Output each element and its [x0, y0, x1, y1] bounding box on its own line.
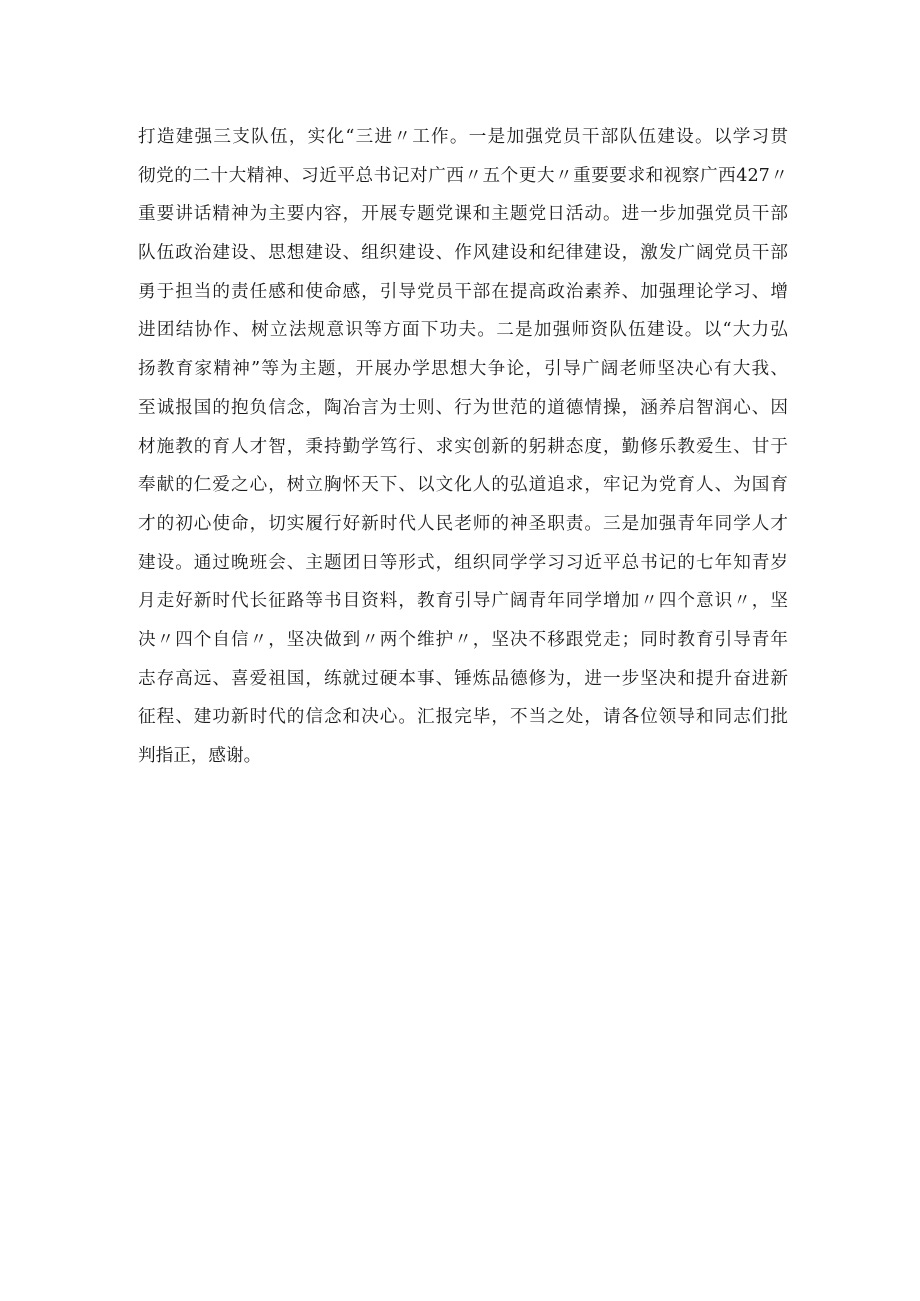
paragraph-line: 进团结协作、树立法规意识等方面下功夫。二是加强师资队伍建设。以“大力弘: [138, 320, 788, 341]
paragraph-line: 扬教育家精神”等为主题，开展办学思想大争论，引导广阔老师坚决心有大我、: [138, 359, 788, 380]
paragraph-line: 奉献的仁爱之心，树立胸怀天下、以文化人的弘道追求，牢记为党育人、为国育: [138, 475, 788, 496]
paragraph-line: 月走好新时代长征路等书目资料，教育引导广阔青年同学增加〃四个意识〃，坚: [138, 591, 788, 612]
paragraph-line: 队伍政治建设、思想建设、组织建设、作风建设和纪律建设，激发广阔党员干部: [138, 243, 788, 264]
paragraph-line: 才的初心使命，切实履行好新时代人民老师的神圣职责。三是加强青年同学人才: [138, 513, 788, 534]
paragraph-line: 勇于担当的责任感和使命感，引导党员干部在提高政治素养、加强理论学习、增: [138, 281, 788, 302]
paragraph-line: 征程、建功新时代的信念和决心。汇报完毕，不当之处，请各位领导和同志们批: [138, 707, 788, 728]
paragraph-line: 建设。通过晚班会、主题团日等形式，组织同学学习习近平总书记的七年知青岁: [138, 552, 788, 573]
paragraph-line: 材施教的育人才智，秉持勤学笃行、求实创新的躬耕态度，勤修乐教爱生、甘于: [138, 436, 788, 457]
body-paragraph: [138, 118, 788, 776]
paragraph-line: 彻党的二十大精神、习近平总书记对广西〃五个更大〃重要要求和视察广西427〃: [138, 165, 788, 186]
paragraph-line: 重要讲话精神为主要内容，开展专题党课和主题党日活动。进一步加强党员干部: [138, 204, 788, 225]
paragraph-line: 决〃四个自信〃，坚决做到〃两个维护〃，坚决不移跟党走；同时教育引导青年: [138, 629, 788, 650]
paragraph-line: 判指正，感谢。: [138, 746, 262, 766]
paragraph-line: 志存高远、喜爱祖国，练就过硬本事、锤炼品德修为，进一步坚决和提升奋进新: [138, 668, 788, 689]
paragraph-line: 至诚报国的抱负信念，陶冶言为士则、行为世范的道德情操，涵养启智润心、因: [138, 397, 788, 418]
paragraph-line: 打造建强三支队伍，实化“三进〃工作。一是加强党员干部队伍建设。以学习贯: [138, 127, 788, 147]
